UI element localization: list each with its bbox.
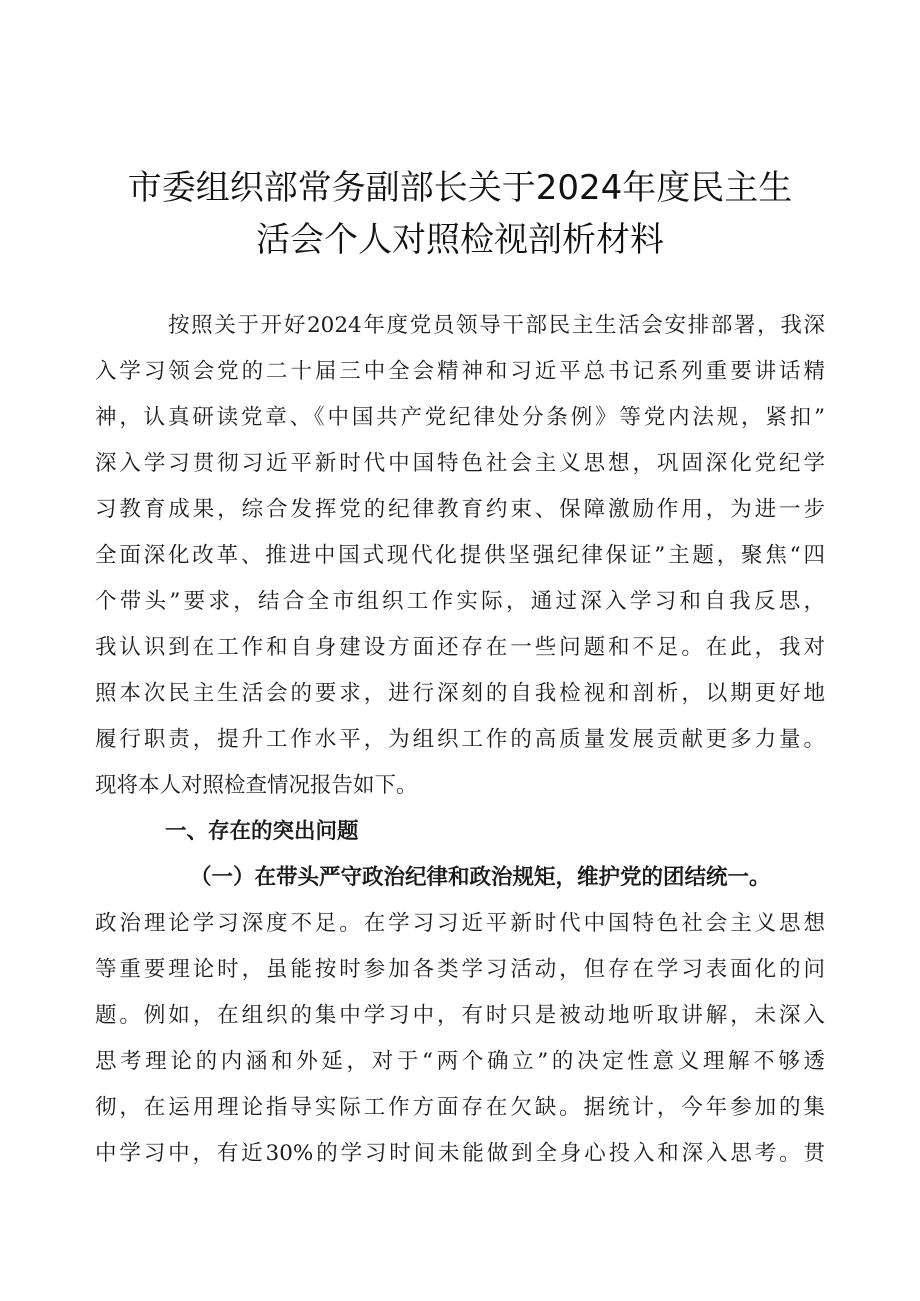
body-paragraph-line: 思考理论的内涵和外延，对于“两个确立”的决定性意义理解不够透 — [95, 1049, 825, 1074]
intro-paragraph-line: 个带头”要求，结合全市组织工作实际，通过深入学习和自我反思， — [95, 589, 825, 614]
body-paragraph-line: 政治理论学习深度不足。在学习习近平新时代中国特色社会主义思想 — [95, 911, 825, 936]
intro-paragraph-line: 全面深化改革、推进中国式现代化提供坚强纪律保证”主题，聚焦“四 — [95, 543, 825, 568]
section-heading: 一、存在的突出问题 — [165, 819, 359, 844]
body-paragraph-line: 题。例如，在组织的集中学习中，有时只是被动地听取讲解，未深入 — [95, 1003, 825, 1028]
intro-paragraph-line: 照本次民主生活会的要求，进行深刻的自我检视和剖析，以期更好地 — [95, 681, 825, 706]
intro-paragraph-line: 我认识到在工作和自身建设方面还存在一些问题和不足。在此，我对 — [95, 635, 825, 660]
document-title-line-2: 活会个人对照检视剖析材料 — [256, 220, 664, 260]
document-title-line-1: 市委组织部常务副部长关于2024年度民主生 — [127, 168, 793, 208]
intro-paragraph-line: 习教育成果，综合发挥党的纪律教育约束、保障激励作用，为进一步 — [95, 497, 825, 522]
intro-paragraph-line: 按照关于开好2024年度党员领导干部民主生活会安排部署，我深 — [168, 313, 825, 338]
body-paragraph-line: 等重要理论时，虽能按时参加各类学习活动，但存在学习表面化的问 — [95, 957, 825, 982]
intro-paragraph-line: 履行职责，提升工作水平，为组织工作的高质量发展贡献更多力量。 — [95, 727, 825, 752]
body-paragraph-line: 彻，在运用理论指导实际工作方面存在欠缺。据统计，今年参加的集 — [95, 1095, 825, 1120]
subsection-heading: （一）在带头严守政治纪律和政治规矩，维护党的团结统一。 — [190, 865, 771, 890]
body-paragraph-line: 中学习中，有近30%的学习时间未能做到全身心投入和深入思考。贯 — [95, 1141, 825, 1166]
intro-paragraph-line: 现将本人对照检查情况报告如下。 — [95, 773, 418, 798]
intro-paragraph-line: 入学习领会党的二十届三中全会精神和习近平总书记系列重要讲话精 — [95, 359, 825, 384]
intro-paragraph-line: 神，认真研读党章、《中国共产党纪律处分条例》等党内法规，紧扣” — [95, 405, 825, 430]
intro-paragraph-line: 深入学习贯彻习近平新时代中国特色社会主义思想，巩固深化党纪学 — [95, 451, 825, 476]
